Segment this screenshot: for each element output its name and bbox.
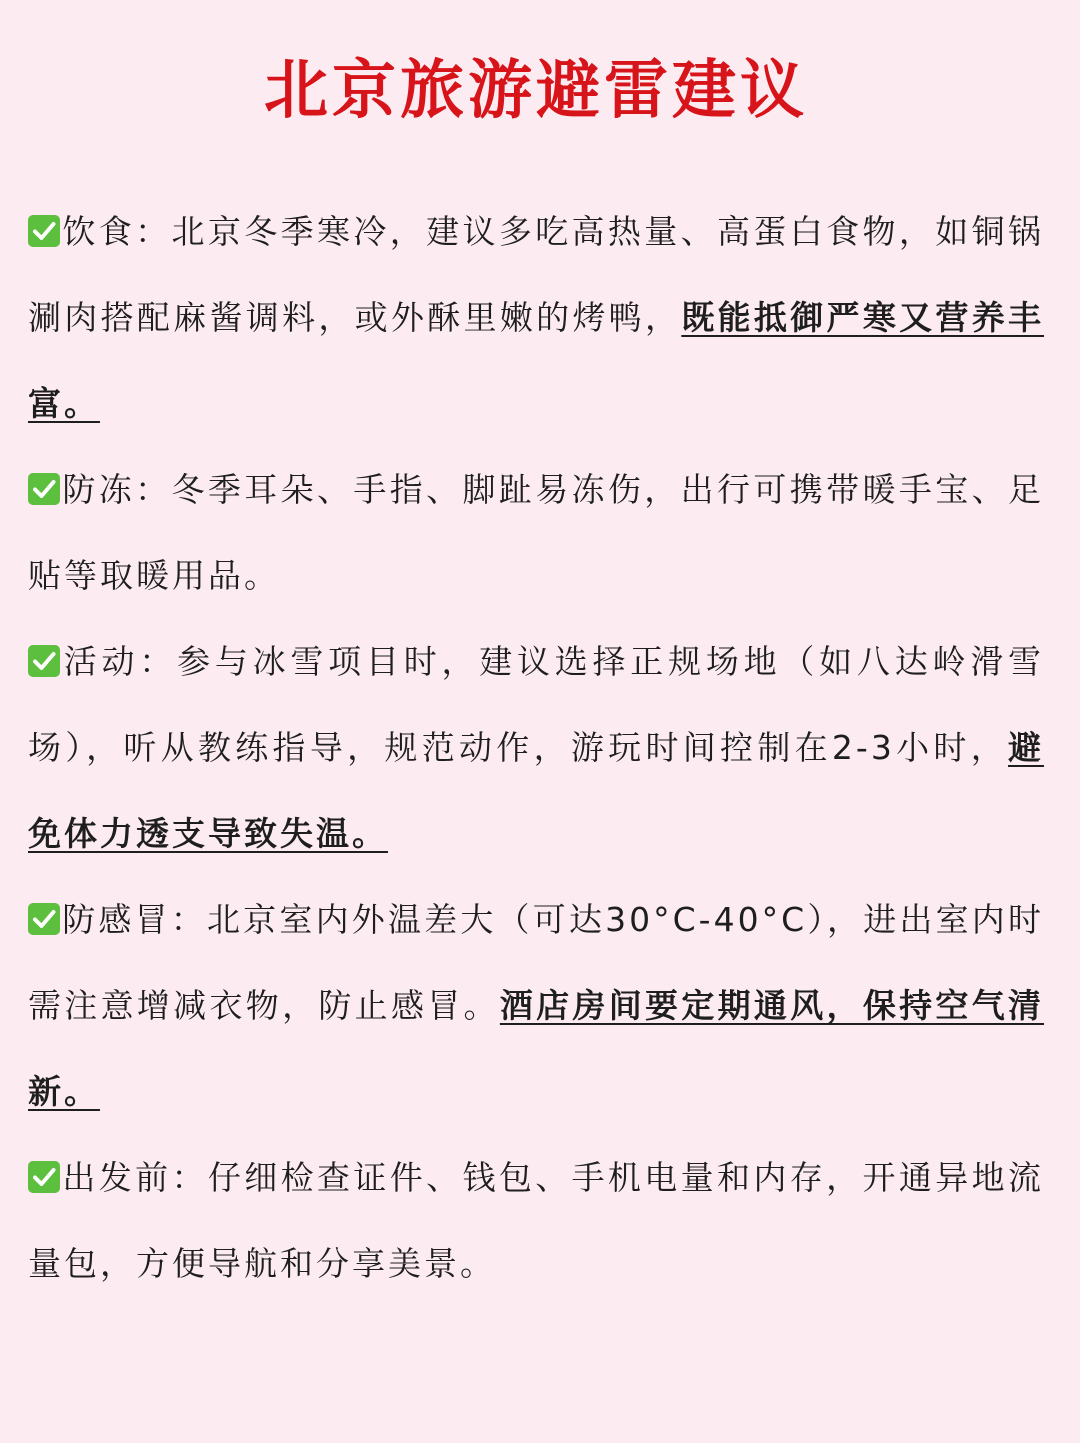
check-mark-icon — [28, 1161, 60, 1193]
tip-label: 活动： — [62, 642, 178, 681]
check-mark-icon — [28, 215, 60, 247]
tip-item-cold-prevention — [28, 877, 1044, 1135]
tip-highlight: 既能抵御严寒又营养丰富。 — [28, 298, 1045, 423]
tip-highlight: 避免体力透支导致失温。 — [28, 728, 1044, 853]
tip-item-before-departure — [28, 1135, 1044, 1307]
check-mark-icon — [28, 645, 60, 677]
tip-item-activities — [28, 619, 1044, 877]
tips-list — [28, 189, 1044, 1307]
tip-label: 防感冒： — [62, 900, 207, 939]
page-title: 北京旅游避雷建议 — [264, 54, 808, 128]
tip-item-food — [28, 189, 1044, 447]
check-mark-icon — [28, 903, 60, 935]
tip-text: 冬季耳朵、手指、脚趾易冻伤，出行可携带暖手宝、足贴等取暖用品。 — [28, 470, 1045, 595]
tip-text: 北京冬季寒冷，建议多吃高热量、高蛋白食物，如铜锅涮肉搭配麻酱调料，或外酥里嫩的烤鸭， — [28, 212, 1045, 337]
tip-text: 参与冰雪项目时，建议选择正规场地（如八达岭滑雪场），听从教练指导，规范动作，游玩时间控制在2-3小时， — [28, 642, 1045, 767]
tip-text: 北京室内外温差大（可达30°C-40°C），进出室内时需注意增减衣物，防止感冒。 — [28, 900, 1044, 1025]
check-mark-icon — [28, 473, 60, 505]
tip-highlight: 酒店房间要定期通风，保持空气清新。 — [28, 986, 1045, 1111]
tip-label: 出发前： — [62, 1158, 208, 1197]
tip-text: 仔细检查证件、钱包、手机电量和内存，开通异地流量包，方便导航和分享美景。 — [28, 1158, 1045, 1283]
tip-label: 饮食： — [62, 212, 172, 251]
tip-item-frostbite — [28, 447, 1044, 619]
tip-label: 防冻： — [62, 470, 172, 509]
